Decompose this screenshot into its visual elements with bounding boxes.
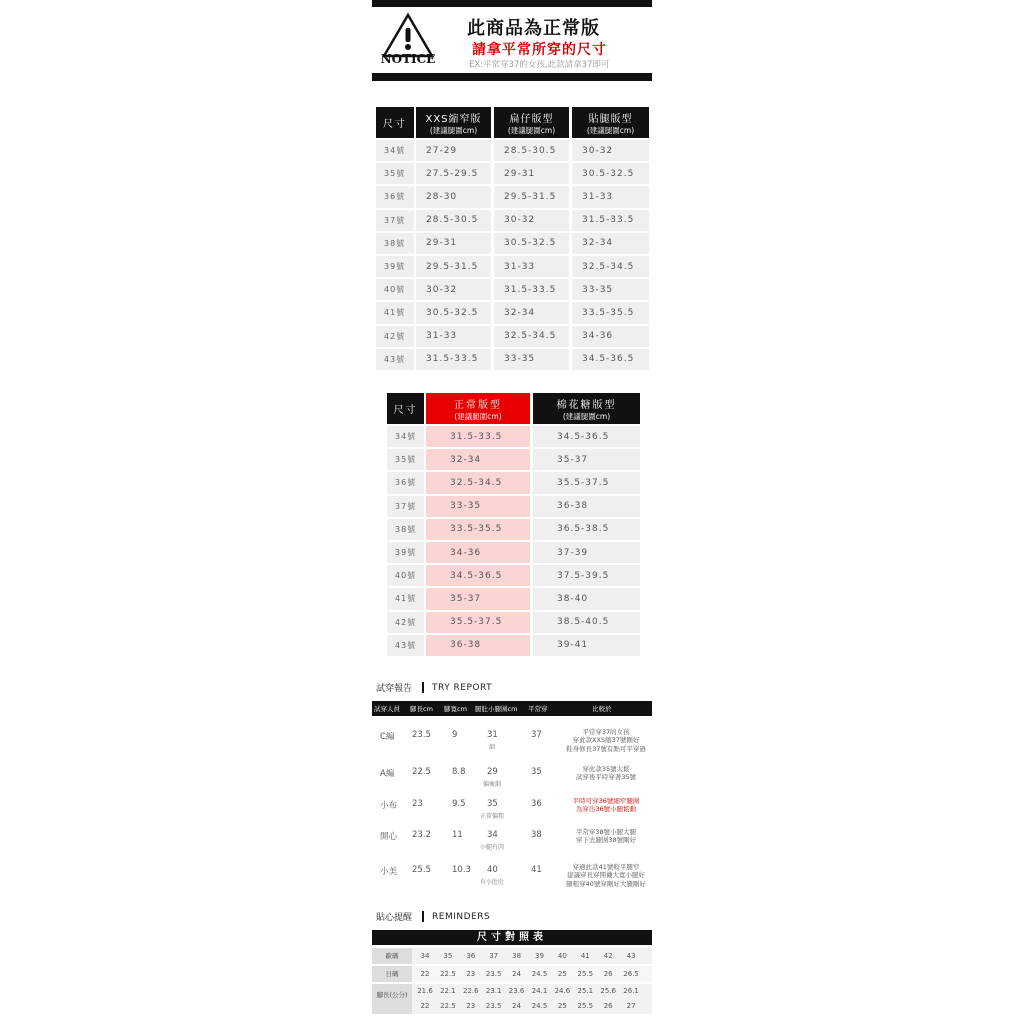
table2-value-cell: 38.5-40.5	[533, 612, 640, 633]
table1-value-cell: 29.5-31.5	[416, 256, 491, 277]
header-note: (建議腿圍cm)	[454, 411, 502, 421]
try-report-col-header: 平常穿	[528, 705, 548, 713]
try-report-col-header: 腳長cm	[410, 705, 433, 713]
table1-value-cell: 30.5-32.5	[572, 163, 649, 184]
table1-size-cell: 36號	[376, 186, 414, 207]
foot-length-max: 26	[603, 1002, 613, 1010]
table1-value-cell: 27-29	[416, 140, 491, 161]
table2-size-cell: 43號	[387, 635, 424, 656]
table2-size-cell: 42號	[387, 612, 424, 633]
table1-value-cell: 33-35	[494, 349, 569, 370]
table1-header-col	[416, 107, 491, 138]
usual-size: 41	[531, 865, 542, 875]
foot-length-max: 22.5	[440, 1002, 456, 1010]
table1-header-col	[494, 107, 569, 138]
tester-comment: 穿此款35號太鬆 試穿後平時穿著35號	[575, 765, 637, 782]
table2-value-cell: 36.5-38.5	[533, 519, 640, 540]
eu-size-cell: 40	[557, 952, 567, 960]
foot-length: 23.5	[412, 730, 431, 740]
foot-length: 22.5	[412, 767, 431, 777]
tester-name: C編	[380, 732, 395, 742]
table2-size-cell: 38號	[387, 519, 424, 540]
table1-value-cell: 32-34	[572, 233, 649, 254]
size-chart-row-eu	[372, 948, 652, 964]
table2-value-cell: 31.5-33.5	[426, 426, 530, 447]
foot-width: 11	[452, 830, 463, 840]
notice-title: 此商品為正常版	[467, 18, 600, 39]
try-report-header	[372, 701, 652, 716]
foot-width: 9	[452, 730, 458, 740]
jp-size-cell: 25	[557, 970, 567, 978]
usual-size: 35	[531, 767, 542, 777]
notice-example: EX:平常穿37的女孩,此款請拿37即可	[469, 60, 610, 70]
table1-size-cell: 39號	[376, 256, 414, 277]
tester-name: 開心	[380, 832, 398, 842]
calf-size: 31	[487, 730, 498, 740]
table2-size-cell: 39號	[387, 542, 424, 563]
table2-value-cell: 34-36	[426, 542, 530, 563]
tester-comment: 穿過此款41號較平腿窄 建議穿長穿開襪大寬小腿好 腿粗穿40號穿剛好大腿剛好	[566, 863, 646, 888]
try-report-title-en: TRY REPORT	[432, 682, 493, 693]
table2-value-cell: 36-38	[533, 496, 640, 517]
table2-value-cell: 38-40	[533, 588, 640, 609]
foot-length: 23.2	[412, 830, 431, 840]
tester-comment: 平時可穿36號細窄腿圍 為穿出36號小腿鬆動	[572, 797, 640, 814]
foot-width: 8.8	[452, 767, 466, 777]
calf-size: 29	[487, 767, 498, 777]
calf-size: 40	[487, 865, 498, 875]
foot-length-min: 23.1	[485, 987, 502, 995]
table1-value-cell: 31.5-33.5	[416, 349, 491, 370]
foot-length-max: 23	[466, 1002, 476, 1010]
table1-value-cell: 29-31	[416, 233, 491, 254]
size-chart-title: 尺寸對照表	[372, 930, 652, 945]
table1-value-cell: 29.5-31.5	[494, 186, 569, 207]
table2-value-cell: 32.5-34.5	[426, 472, 530, 493]
table1-value-cell: 31.5-33.5	[494, 279, 569, 300]
table2-size-cell: 36號	[387, 472, 424, 493]
header-label: 正常版型	[454, 399, 502, 411]
header-note: (建議腿圍cm)	[507, 125, 556, 135]
foot-length-max: 24	[512, 1002, 522, 1010]
eu-size-cell: 36	[466, 952, 476, 960]
row-label: 歐碼	[372, 948, 412, 964]
usual-size: 38	[531, 830, 542, 840]
header-label: XXS縮窄版	[425, 113, 482, 125]
jp-size-cell: 26	[603, 970, 613, 978]
eu-size-cell: 37	[489, 952, 499, 960]
table1-size-cell: 38號	[376, 233, 414, 254]
tester-comment: 平常穿38號小腿大腿 穿下去腿圍38號剛好	[575, 828, 637, 845]
table1-value-cell: 34-36	[572, 326, 649, 347]
foot-length-max: 25.5	[577, 1002, 594, 1010]
notice-subtitle: 請拿平常所穿的尺寸	[472, 42, 607, 58]
eu-size-cell: 39	[535, 952, 544, 960]
foot-length-max: 22	[420, 1002, 430, 1010]
calf-note: 小腿有肉	[480, 844, 505, 851]
reminders-heading	[376, 910, 490, 923]
usual-size: 36	[531, 799, 542, 809]
foot-length-min: 26.1	[623, 987, 639, 995]
table1-value-cell: 28.5-30.5	[416, 210, 491, 231]
table1-value-cell: 32.5-34.5	[572, 256, 649, 277]
table2-value-cell: 33.5-35.5	[426, 519, 530, 540]
table1-value-cell: 31.5-33.5	[572, 210, 649, 231]
calf-size: 34	[487, 830, 498, 840]
table1-value-cell: 28.5-30.5	[494, 140, 569, 161]
table2-size-cell: 41號	[387, 588, 424, 609]
table2-header-col	[426, 393, 530, 424]
eu-size-cell: 38	[512, 952, 522, 960]
foot-length: 23	[412, 799, 423, 809]
jp-size-cell: 25.5	[577, 970, 594, 978]
foot-length-max: 24.5	[531, 1002, 548, 1010]
foot-length-min: 22.1	[440, 987, 456, 995]
table1-value-cell: 28-30	[416, 186, 491, 207]
foot-length-min: 25.1	[577, 987, 594, 995]
foot-length-min: 23.6	[508, 987, 525, 995]
eu-size-cell: 35	[443, 952, 453, 960]
tester-name: A編	[380, 769, 395, 779]
table1-value-cell: 31-33	[572, 186, 649, 207]
size-chart-row-jp	[372, 966, 652, 982]
table1-value-cell: 29-31	[494, 163, 569, 184]
calf-note: 有小肚肚	[480, 879, 505, 886]
table2-value-cell: 35.5-37.5	[533, 472, 640, 493]
jp-size-cell: 23	[466, 970, 476, 978]
jp-size-cell: 23.5	[485, 970, 502, 978]
try-report-row	[372, 797, 652, 827]
jp-size-cell: 22	[420, 970, 430, 978]
table1-value-cell: 33-35	[572, 279, 649, 300]
foot-length-min: 21.6	[417, 987, 433, 995]
reminders-title-zh: 貼心提醒	[376, 913, 413, 923]
jp-size-cell: 24.5	[531, 970, 548, 978]
heading-divider	[422, 682, 424, 693]
table2-value-cell: 36-38	[426, 635, 530, 656]
try-report-col-header: 試穿人員	[374, 705, 400, 713]
table1-header-size: 尺寸	[376, 107, 414, 138]
foot-length-min: 24.1	[531, 987, 548, 995]
table2-header-size: 尺寸	[387, 393, 424, 424]
table2-value-cell: 39-41	[533, 635, 640, 656]
table2-value-cell: 32-34	[426, 449, 530, 470]
calf-note: 細	[488, 744, 495, 751]
try-report-col-header: 比較於	[592, 705, 612, 713]
foot-length-max: 27	[626, 1002, 636, 1010]
jp-size-cell: 26.5	[623, 970, 639, 978]
eu-size-cell: 42	[603, 952, 613, 960]
table1-size-cell: 43號	[376, 349, 414, 370]
foot-width: 10.3	[452, 865, 471, 875]
reminders-title-en: REMINDERS	[432, 911, 491, 922]
try-report-row	[372, 863, 652, 893]
table2-value-cell: 35.5-37.5	[426, 612, 530, 633]
usual-size: 37	[531, 730, 542, 740]
table1-value-cell: 32.5-34.5	[494, 326, 569, 347]
header-label: 棉花糖版型	[556, 399, 617, 411]
table1-value-cell: 30.5-32.5	[416, 302, 491, 323]
header-label: 貼腿版型	[588, 113, 633, 125]
table2-value-cell: 35-37	[426, 588, 530, 609]
calf-size: 35	[487, 799, 498, 809]
heading-divider	[422, 911, 424, 922]
table1-value-cell: 31-33	[494, 256, 569, 277]
table1-value-cell: 30-32	[416, 279, 491, 300]
table2-size-cell: 34號	[387, 426, 424, 447]
table1-value-cell: 30.5-32.5	[494, 233, 569, 254]
try-report-row	[372, 728, 652, 758]
table1-size-cell: 37號	[376, 210, 414, 231]
foot-length-min: 24.6	[554, 987, 571, 995]
calf-note: 偏瘦細	[482, 781, 501, 788]
foot-length: 25.5	[412, 865, 431, 875]
table2-size-cell: 40號	[387, 565, 424, 586]
header-note: (建議腿圍cm)	[429, 125, 478, 135]
row-label: 日碼	[372, 966, 412, 982]
tester-name: 小布	[380, 801, 398, 811]
table1-size-cell: 35號	[376, 163, 414, 184]
table1-size-cell: 34號	[376, 140, 414, 161]
table1-value-cell: 33.5-35.5	[572, 302, 649, 323]
table1-value-cell: 30-32	[572, 140, 649, 161]
table2-value-cell: 33-35	[426, 496, 530, 517]
jp-size-cell: 24	[512, 970, 522, 978]
jp-size-cell: 22.5	[440, 970, 456, 978]
foot-width: 9.5	[452, 799, 466, 809]
calf-note: 正常偏粗	[480, 813, 505, 820]
notice-word: NOTICE	[380, 52, 436, 66]
try-report-title-zh: 試穿報告	[376, 684, 413, 694]
product-size-guide	[372, 0, 652, 1024]
eu-size-cell: 43	[626, 952, 636, 960]
eu-size-cell: 41	[580, 952, 590, 960]
table1-value-cell: 31-33	[416, 326, 491, 347]
try-report-row	[372, 828, 652, 858]
table1-value-cell: 27.5-29.5	[416, 163, 491, 184]
try-report-col-header: 腳寬cm	[444, 705, 467, 713]
row-label: 腳長(公分)	[372, 984, 412, 1014]
tester-name: 小美	[380, 867, 398, 877]
notice-top-bar	[372, 0, 652, 7]
header-note: (建議腿圍cm)	[586, 125, 635, 135]
table1-size-cell: 40號	[376, 279, 414, 300]
table2-value-cell: 34.5-36.5	[533, 426, 640, 447]
foot-length-max: 23.5	[485, 1002, 502, 1010]
table1-size-cell: 41號	[376, 302, 414, 323]
table1-header-col	[572, 107, 649, 138]
table2-header-col	[533, 393, 640, 424]
table2-value-cell: 37-39	[533, 542, 640, 563]
table2-value-cell: 37.5-39.5	[533, 565, 640, 586]
table1-value-cell: 34.5-36.5	[572, 349, 649, 370]
table2-value-cell: 35-37	[533, 449, 640, 470]
header-note: (建議腿圍cm)	[562, 411, 611, 421]
header-label: 扁仔版型	[509, 113, 554, 125]
table2-value-cell: 34.5-36.5	[426, 565, 530, 586]
table1-value-cell: 32-34	[494, 302, 569, 323]
foot-length-min: 25.6	[600, 987, 616, 995]
tester-comment: 平常穿37的女孩 穿此款XXS縮37號剛好 鞋身修長37號有點可平穿過	[566, 728, 646, 753]
table1-size-cell: 42號	[376, 326, 414, 347]
foot-length-max: 25	[557, 1002, 567, 1010]
try-report-col-header: 腿肚小腿圍cm	[475, 705, 518, 713]
table2-size-cell: 37號	[387, 496, 424, 517]
eu-size-cell: 34	[420, 952, 430, 960]
table1-value-cell: 30-32	[494, 210, 569, 231]
try-report-row	[372, 765, 652, 795]
foot-length-min: 22.6	[463, 987, 479, 995]
table2-size-cell: 35號	[387, 449, 424, 470]
size-chart-row-foot	[372, 984, 652, 1014]
notice-bottom-bar	[372, 73, 652, 81]
try-report-heading	[376, 681, 492, 694]
